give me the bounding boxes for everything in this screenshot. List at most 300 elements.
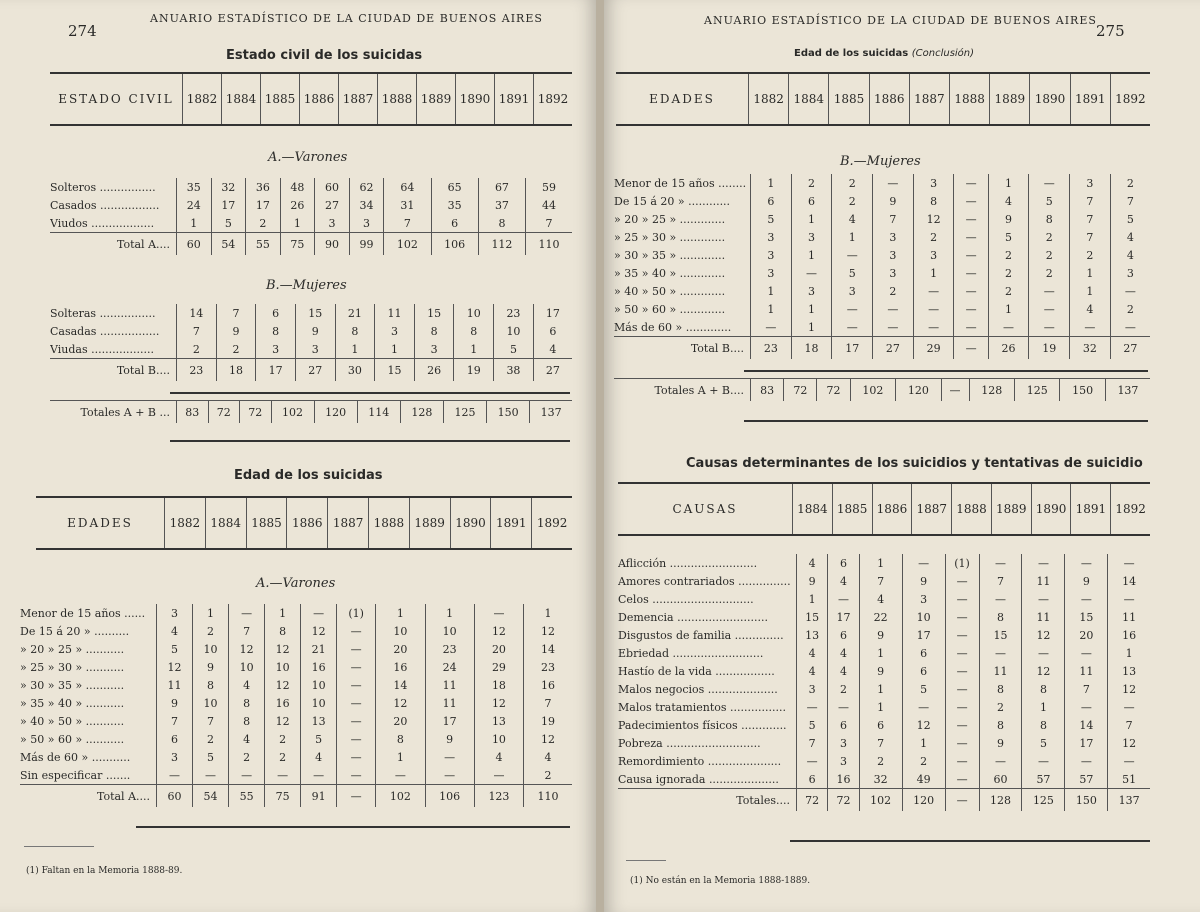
table-cell: 32	[211, 178, 246, 196]
table-cell: 120	[896, 379, 941, 402]
table-cell: 6	[902, 644, 945, 662]
table-cell: 7	[157, 712, 193, 730]
table-cell: 57	[1065, 770, 1108, 789]
table-cell: 128	[400, 401, 443, 424]
table-cell: 23	[751, 337, 792, 360]
table-cell: —	[979, 590, 1022, 608]
table-cell: —	[337, 785, 376, 808]
table-cell: 34	[349, 196, 384, 214]
table-cell: —	[425, 766, 474, 785]
table-cell: 19	[454, 359, 494, 382]
footnote-rule	[24, 846, 94, 847]
table-cell: 13	[797, 626, 828, 644]
table-cell: 1	[902, 734, 945, 752]
table-cell: 4	[797, 644, 828, 662]
table-cell: 5	[193, 748, 229, 766]
table-cell: 5	[1022, 734, 1065, 752]
table-cell: 4	[828, 572, 859, 590]
table-cell: 2	[828, 680, 859, 698]
table-cell: 23	[494, 304, 534, 322]
table-cell: 2	[193, 730, 229, 748]
table-cell: 9	[157, 694, 193, 712]
table-cell: 3	[414, 340, 454, 359]
table-row	[614, 282, 1150, 300]
table-cell: 12	[1108, 680, 1150, 698]
edad-header	[36, 496, 572, 550]
table-cell: 1	[791, 210, 832, 228]
table-cell: 8	[256, 322, 296, 340]
table-cell: —	[1070, 318, 1111, 337]
table-cell: 24	[425, 658, 474, 676]
table-cell: 5	[988, 228, 1029, 246]
table-cell: 1	[193, 604, 229, 622]
table-row	[618, 590, 1150, 608]
year-header: 1887	[339, 73, 378, 125]
table-cell: 1	[376, 748, 425, 766]
table-cell: 10	[229, 658, 265, 676]
table-row	[618, 716, 1150, 734]
table-cell: —	[954, 192, 988, 210]
table-cell: 35	[177, 178, 212, 196]
year-header: 1890	[450, 497, 491, 549]
year-header: 1892	[532, 497, 572, 549]
table-cell: 10	[376, 622, 425, 640]
table-cell: —	[337, 658, 376, 676]
table-cell: —	[337, 730, 376, 748]
table-cell: 3	[797, 680, 828, 698]
table-cell: 125	[1014, 379, 1059, 402]
table-cell: 13	[301, 712, 337, 730]
table-cell: 7	[177, 322, 217, 340]
table-cell: 6	[797, 770, 828, 789]
varones-subtitle: A.—Varones	[268, 150, 348, 165]
table-cell: 2	[859, 752, 902, 770]
table-cell: —	[229, 604, 265, 622]
rule	[170, 440, 570, 442]
table-cell: 2	[873, 282, 914, 300]
table-row	[614, 228, 1150, 246]
table-cell: 38	[494, 359, 534, 382]
table-cell: —	[832, 300, 873, 318]
table-cell: —	[832, 246, 873, 264]
table-cell: —	[945, 572, 979, 590]
table-cell: 2	[988, 282, 1029, 300]
table-cell: 2	[902, 752, 945, 770]
table-cell: 5	[797, 716, 828, 734]
rule	[790, 840, 1150, 842]
year-header: 1890	[1031, 483, 1071, 535]
total-row	[20, 785, 572, 808]
table-cell: 137	[1108, 789, 1150, 812]
table-row	[50, 214, 572, 233]
table-cell: 4	[828, 644, 859, 662]
table-cell: 3	[157, 604, 193, 622]
year-header: 1891	[1070, 73, 1110, 125]
table-cell: 1	[751, 282, 792, 300]
table-cell: 24	[177, 196, 212, 214]
row-label: Total B....	[614, 337, 751, 360]
table-cell: 125	[443, 401, 486, 424]
table-cell: 90	[315, 233, 350, 256]
table-cell: 21	[335, 304, 375, 322]
table-cell: 12	[474, 622, 523, 640]
table-row	[50, 304, 572, 322]
table-cell: 7	[859, 734, 902, 752]
rule	[136, 826, 570, 828]
table-cell: —	[337, 640, 376, 658]
row-label: Total B....	[50, 359, 177, 382]
table-cell: 16	[376, 658, 425, 676]
table-cell: 106	[431, 233, 478, 256]
table-row	[20, 676, 572, 694]
table-cell: 48	[280, 178, 315, 196]
table-cell: 12	[265, 676, 301, 694]
total-row	[614, 337, 1150, 360]
row-label: Viudos ..................	[50, 216, 155, 230]
table-cell: 8	[193, 676, 229, 694]
table-cell: —	[337, 748, 376, 766]
table-cell: —	[979, 554, 1022, 572]
table-cell: 1	[335, 340, 375, 359]
table-row	[614, 246, 1150, 264]
title-note: (Conclusión)	[911, 48, 975, 59]
table-cell: 3	[913, 246, 954, 264]
table-cell: 14	[524, 640, 572, 658]
table-cell: 123	[474, 785, 523, 808]
table-cell: —	[913, 300, 954, 318]
table-cell: —	[945, 770, 979, 789]
row-label: Total A....	[50, 233, 177, 256]
table-cell: 91	[301, 785, 337, 808]
table-cell: 7	[216, 304, 256, 322]
table-cell: 8	[478, 214, 525, 233]
table-cell: 11	[157, 676, 193, 694]
table-cell: 15	[979, 626, 1022, 644]
table-cell: —	[797, 698, 828, 716]
table-cell: 8	[335, 322, 375, 340]
table-cell: —	[376, 766, 425, 785]
year-header: 1887	[912, 483, 952, 535]
causas-title: Causas determinantes de los suicidios y tentativas de suicidio	[686, 456, 1143, 471]
row-label: Totales....	[618, 789, 797, 812]
row-label: Amores contrariados ...............	[618, 574, 791, 588]
right-page	[604, 0, 1200, 912]
table-cell: 27	[1110, 337, 1150, 360]
table-cell: —	[954, 246, 988, 264]
table-cell: 13	[474, 712, 523, 730]
table-cell: 5	[751, 210, 792, 228]
table-cell: 102	[271, 401, 314, 424]
row-label: » 50 » 60 » ...........	[20, 732, 125, 746]
table-cell: 4	[797, 662, 828, 680]
table-cell: —	[954, 228, 988, 246]
table-cell: 2	[265, 730, 301, 748]
title-text: Edad de los suicidas	[794, 48, 909, 59]
table-cell: 49	[902, 770, 945, 789]
table-cell: —	[954, 318, 988, 337]
table-cell: —	[1029, 174, 1070, 192]
table-cell: 4	[474, 748, 523, 766]
table-cell: —	[945, 590, 979, 608]
table-cell: —	[954, 337, 988, 360]
row-label: Totales A + B ...	[50, 401, 177, 424]
year-header: 1887	[328, 497, 369, 549]
row-label: » 40 » 50 » ...........	[20, 714, 125, 728]
table-cell: 9	[1065, 572, 1108, 590]
table-cell: 1	[791, 318, 832, 337]
table-row	[618, 644, 1150, 662]
table-cell: —	[873, 300, 914, 318]
table-cell: —	[265, 766, 301, 785]
total-row	[50, 233, 572, 256]
table-cell: 1	[791, 246, 832, 264]
table-cell: —	[945, 789, 979, 812]
row-label: » 40 » 50 » .............	[614, 284, 726, 298]
table-cell: 12	[902, 716, 945, 734]
table-cell: 14	[1108, 572, 1150, 590]
table-cell: 9	[873, 192, 914, 210]
table-cell: (1)	[945, 554, 979, 572]
table-cell: 12	[1022, 626, 1065, 644]
table-cell: 32	[1070, 337, 1111, 360]
table-cell: 3	[349, 214, 384, 233]
table-cell: 7	[979, 572, 1022, 590]
year-header: 1888	[368, 497, 409, 549]
table-cell: 75	[280, 233, 315, 256]
table-cell: 15	[414, 304, 454, 322]
year-header: 1884	[205, 497, 246, 549]
table-cell: —	[979, 752, 1022, 770]
table-cell: 2	[265, 748, 301, 766]
table-cell: 1	[425, 604, 474, 622]
table-cell: —	[913, 318, 954, 337]
row-label: Demencia ..........................	[618, 610, 768, 624]
table-cell: 7	[1108, 716, 1150, 734]
table-cell: 72	[208, 401, 240, 424]
table-row	[618, 770, 1150, 789]
table-cell: 4	[988, 192, 1029, 210]
table-cell: 10	[265, 658, 301, 676]
table-cell: 72	[784, 379, 817, 402]
table-cell: 6	[256, 304, 296, 322]
table-cell: 137	[1105, 379, 1150, 402]
table-cell: 1	[751, 300, 792, 318]
table-cell: (1)	[337, 604, 376, 622]
table-cell: 44	[526, 196, 572, 214]
table-cell: —	[945, 734, 979, 752]
estado-varones-table	[50, 178, 572, 255]
table-cell: 8	[229, 712, 265, 730]
row-label: » 30 » 35 » .............	[614, 248, 726, 262]
table-cell: 6	[828, 716, 859, 734]
table-cell: 17	[1065, 734, 1108, 752]
table-cell: 51	[1108, 770, 1150, 789]
table-cell: 99	[349, 233, 384, 256]
year-header: 1890	[1030, 73, 1070, 125]
header-label: EDADES	[649, 92, 715, 106]
table-cell: —	[1110, 318, 1150, 337]
table-cell: —	[301, 766, 337, 785]
table-cell: 37	[478, 196, 525, 214]
table-row	[618, 626, 1150, 644]
year-header: 1891	[491, 497, 532, 549]
year-header: 1889	[990, 73, 1030, 125]
row-label: De 15 á 20 » ..........	[20, 624, 130, 638]
year-header: 1892	[534, 73, 573, 125]
table-cell: 120	[314, 401, 357, 424]
table-cell: 3	[751, 228, 792, 246]
table-cell: 1	[859, 698, 902, 716]
year-header: 1885	[246, 497, 287, 549]
table-cell: 7	[797, 734, 828, 752]
row-label: Causa ignorada ....................	[618, 772, 779, 786]
table-cell: —	[832, 318, 873, 337]
table-cell: 60	[157, 785, 193, 808]
table-cell: 102	[850, 379, 895, 402]
table-cell: 7	[524, 694, 572, 712]
edad-mujeres-table	[614, 174, 1150, 359]
edad-title: Edad de los suicidas	[234, 468, 383, 483]
row-label: De 15 á 20 » ............	[614, 194, 731, 208]
table-cell: 12	[474, 694, 523, 712]
rule	[744, 420, 1148, 422]
table-cell: 3	[295, 340, 335, 359]
table-cell: 65	[431, 178, 478, 196]
row-label: Totales A + B....	[614, 379, 751, 402]
table-row	[20, 694, 572, 712]
table-cell: 8	[1022, 716, 1065, 734]
total-row	[50, 401, 572, 424]
rule	[170, 392, 570, 394]
table-cell: 27	[315, 196, 350, 214]
table-cell: 8	[1029, 210, 1070, 228]
table-cell: 4	[1110, 228, 1150, 246]
edad-varones-table	[20, 604, 572, 807]
row-label: Padecimientos físicos .............	[618, 718, 787, 732]
table-row	[618, 698, 1150, 716]
table-cell: 9	[216, 322, 256, 340]
table-cell: 11	[1022, 608, 1065, 626]
row-label: » 20 » 25 » .............	[614, 212, 726, 226]
table-cell: 8	[913, 192, 954, 210]
year-header: 1889	[991, 483, 1031, 535]
table-cell: 12	[376, 694, 425, 712]
causas-table	[618, 554, 1150, 811]
table-cell: 23	[425, 640, 474, 658]
row-label: » 30 » 35 » ...........	[20, 678, 125, 692]
page-number: 275	[1096, 22, 1125, 40]
table-cell: —	[988, 318, 1029, 337]
row-label: » 20 » 25 » ...........	[20, 642, 125, 656]
table-cell: 9	[979, 734, 1022, 752]
running-head: ANUARIO ESTADÍSTICO DE LA CIUDAD DE BUENOS AIRES	[150, 12, 543, 25]
table-cell: 67	[478, 178, 525, 196]
table-cell: 12	[1108, 734, 1150, 752]
table-cell: 102	[859, 789, 902, 812]
table-cell: 1	[1108, 644, 1150, 662]
table-cell: —	[828, 698, 859, 716]
table-cell: 12	[301, 622, 337, 640]
table-cell: 1	[177, 214, 212, 233]
table-cell: 22	[859, 608, 902, 626]
table-row	[614, 300, 1150, 318]
table-cell: 17	[832, 337, 873, 360]
table-cell: —	[791, 264, 832, 282]
year-header: 1888	[378, 73, 417, 125]
table-cell: 1	[832, 228, 873, 246]
table-cell: 16	[1108, 626, 1150, 644]
table-cell: —	[751, 318, 792, 337]
table-cell: 27	[295, 359, 335, 382]
table-cell: 8	[979, 608, 1022, 626]
table-cell: 1	[375, 340, 415, 359]
table-cell: 128	[969, 379, 1014, 402]
year-header: 1886	[869, 73, 909, 125]
total-row	[618, 789, 1150, 812]
table-cell: 5	[211, 214, 246, 233]
table-cell: —	[954, 300, 988, 318]
table-cell: 1	[859, 680, 902, 698]
table-cell: 2	[1029, 228, 1070, 246]
table-cell: 17	[256, 359, 296, 382]
table-cell: 20	[474, 640, 523, 658]
table-cell: 20	[1065, 626, 1108, 644]
table-cell: 2	[193, 622, 229, 640]
year-header: 1889	[409, 497, 450, 549]
table-cell: 12	[1022, 662, 1065, 680]
table-cell: —	[301, 604, 337, 622]
table-cell: 112	[478, 233, 525, 256]
row-label: Solteros ................	[50, 180, 156, 194]
table-cell: 1	[988, 300, 1029, 318]
table-cell: 60	[979, 770, 1022, 789]
row-label: Menor de 15 años ........	[614, 176, 747, 190]
table-cell: —	[902, 698, 945, 716]
row-label: » 35 » 40 » ...........	[20, 696, 125, 710]
table-cell: 4	[1110, 246, 1150, 264]
table-cell: 1	[376, 604, 425, 622]
table-row	[618, 662, 1150, 680]
table-cell: 11	[375, 304, 415, 322]
table-row	[50, 196, 572, 214]
table-cell: 15	[295, 304, 335, 322]
year-header: 1886	[872, 483, 912, 535]
table-cell: 7	[384, 214, 431, 233]
table-cell: 4	[797, 554, 828, 572]
table-cell: 17	[425, 712, 474, 730]
table-cell: 4	[1070, 300, 1111, 318]
table-cell: 64	[384, 178, 431, 196]
table-cell: 3	[751, 246, 792, 264]
table-cell: 9	[295, 322, 335, 340]
estado-civil-header	[50, 72, 572, 126]
table-cell: —	[337, 712, 376, 730]
table-cell: 7	[1070, 192, 1111, 210]
table-cell: 128	[979, 789, 1022, 812]
table-cell: 8	[979, 716, 1022, 734]
table-cell: 32	[859, 770, 902, 789]
table-cell: 2	[979, 698, 1022, 716]
table-cell: —	[828, 590, 859, 608]
table-cell: —	[873, 318, 914, 337]
table-cell: 150	[487, 401, 530, 424]
year-header: 1886	[287, 497, 328, 549]
table-cell: 27	[533, 359, 572, 382]
table-cell: —	[1108, 698, 1150, 716]
table-cell: 10	[474, 730, 523, 748]
table-cell: 110	[526, 233, 572, 256]
table-cell: 1	[454, 340, 494, 359]
